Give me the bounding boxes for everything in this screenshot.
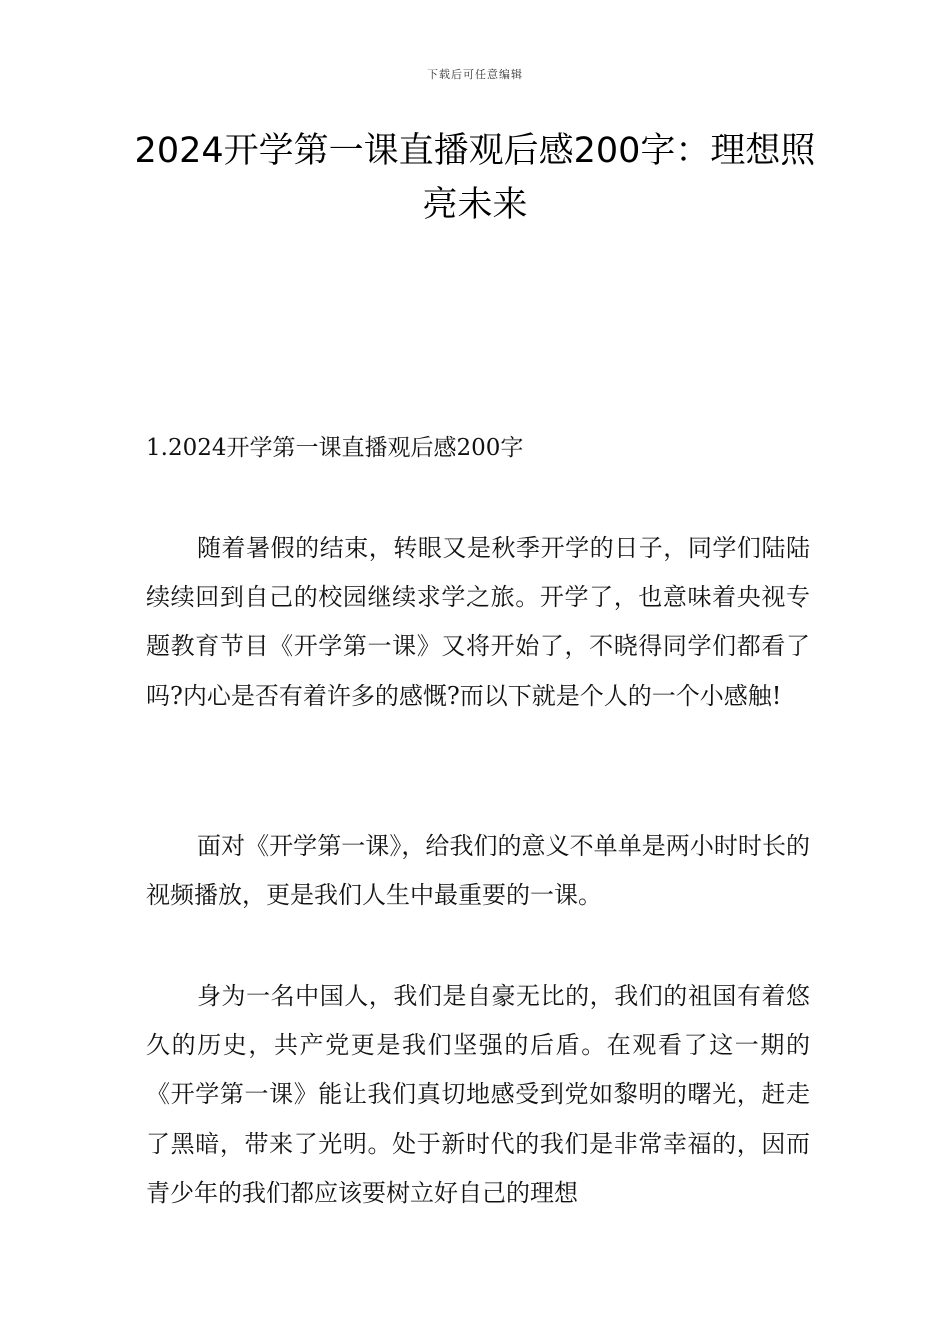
document-title: 2024开学第一课直播观后感200字：理想照亮未来 — [134, 131, 816, 225]
paragraph-intro: 随着暑假的结束，转眼又是秋季开学的日子，同学们陆陆续续回到自己的校园继续求学之旅。开学了，也意味着央视专题教育节目《开学第一课》又将开始了，不晓得同学们都看了吗?内心是否有着许多的感慨?而以下就是个人的一个小感触! — [146, 534, 810, 710]
paragraph-meaning: 面对《开学第一课》，给我们的意义不单单是两小时时长的视频播放，更是我们人生中最重要的一课。 — [146, 832, 810, 910]
section-heading: 1.2024开学第一课直播观后感200字 — [146, 435, 524, 461]
paragraph-pride: 身为一名中国人，我们是自豪无比的，我们的祖国有着悠久的历史，共产党更是我们坚强的后盾。在观看了这一期的《开学第一课》能让我们真切地感受到党如黎明的曙光，赶走了黑暗，带来了光明。处于新时代的我们是非常幸福的，因而青少年的我们都应该要树立好自己的理想 — [146, 982, 810, 1207]
header-note: 下载后可任意编辑 — [427, 68, 523, 81]
